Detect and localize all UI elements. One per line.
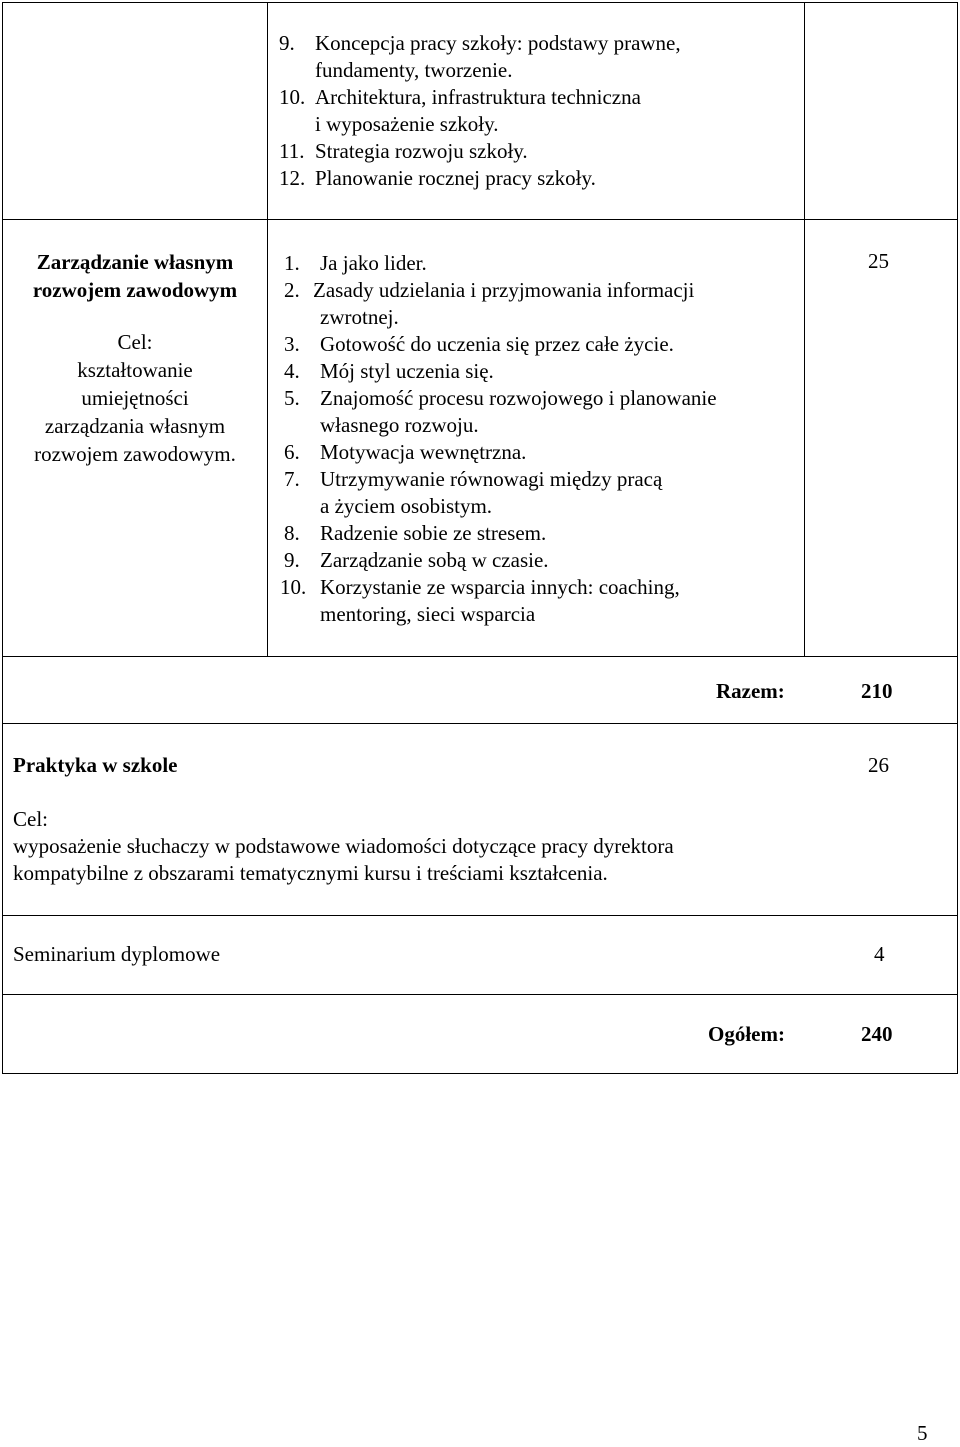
ogolem-value: 240 <box>861 1022 893 1046</box>
list-item: 12. Planowanie rocznej pracy szkoły. <box>279 166 596 190</box>
row1-hours-cell <box>804 2 958 220</box>
razem-value: 210 <box>861 679 893 703</box>
list-item: 8. Radzenie sobie ze stresem. <box>284 521 547 545</box>
praktyka-goal-line-2: kompatybilne z obszarami tematycznymi kursu i treściami kształcenia. <box>13 861 608 885</box>
list-item: 1. Ja jako lider. <box>284 251 427 275</box>
list-item: 10. Architektura, infrastruktura techniczna i wyposażenie szkoły. <box>279 85 641 136</box>
ogolem-label: Ogółem: <box>708 1022 785 1046</box>
list-item: 3. Gotowość do uczenia się przez całe życie. <box>284 332 674 356</box>
praktyka-goal-label: Cel: <box>13 807 48 831</box>
list-item: 5. Znajomość procesu rozwojowego i planowanie własnego rozwoju. <box>284 386 717 437</box>
row1-left-cell <box>2 2 268 220</box>
list-item: 4. Mój styl uczenia się. <box>284 359 494 383</box>
praktyka-goal-line-1: wyposażenie słuchaczy w podstawowe wiadomości dotyczące pracy dyrektora <box>13 834 674 858</box>
praktyka-hours: 26 <box>868 753 889 777</box>
module-title: Zarządzanie własnym rozwojem zawodowym <box>32 250 238 302</box>
page-number: 5 <box>917 1421 928 1445</box>
row1-topic-list <box>279 30 799 192</box>
list-item: 9. Zarządzanie sobą w czasie. <box>284 548 549 572</box>
module-hours: 25 <box>868 249 889 273</box>
razem-label: Razem: <box>716 679 785 703</box>
list-item: 10. Korzystanie ze wsparcia innych: coaching, mentoring, sieci wsparcia <box>280 575 680 626</box>
list-item: 11. Strategia rozwoju szkoły. <box>279 139 528 163</box>
seminarium-label: Seminarium dyplomowe <box>13 942 221 966</box>
goal-label: Cel: <box>117 330 153 354</box>
list-item: 2. Zasady udzielania i przyjmowania informacji zwrotnej. <box>284 278 695 329</box>
seminarium-hours: 4 <box>874 942 885 966</box>
praktyka-title: Praktyka w szkole <box>13 753 178 777</box>
razem-row <box>2 656 958 724</box>
row2-hours-cell <box>804 219 958 657</box>
list-item: 9. Koncepcja pracy szkoły: podstawy prawne, fundamenty, tworzenie. <box>279 31 681 82</box>
row2-topic-list <box>280 250 794 628</box>
list-item: 6. Motywacja wewnętrzna. <box>284 440 527 464</box>
module-goal: Cel: kształtowanie umiejętności zarządzania własnym rozwojem zawodowym. <box>2 328 268 468</box>
ogolem-row <box>2 994 958 1074</box>
list-item: 7. Utrzymywanie równowagi między pracą a życiem osobistym. <box>284 467 663 518</box>
